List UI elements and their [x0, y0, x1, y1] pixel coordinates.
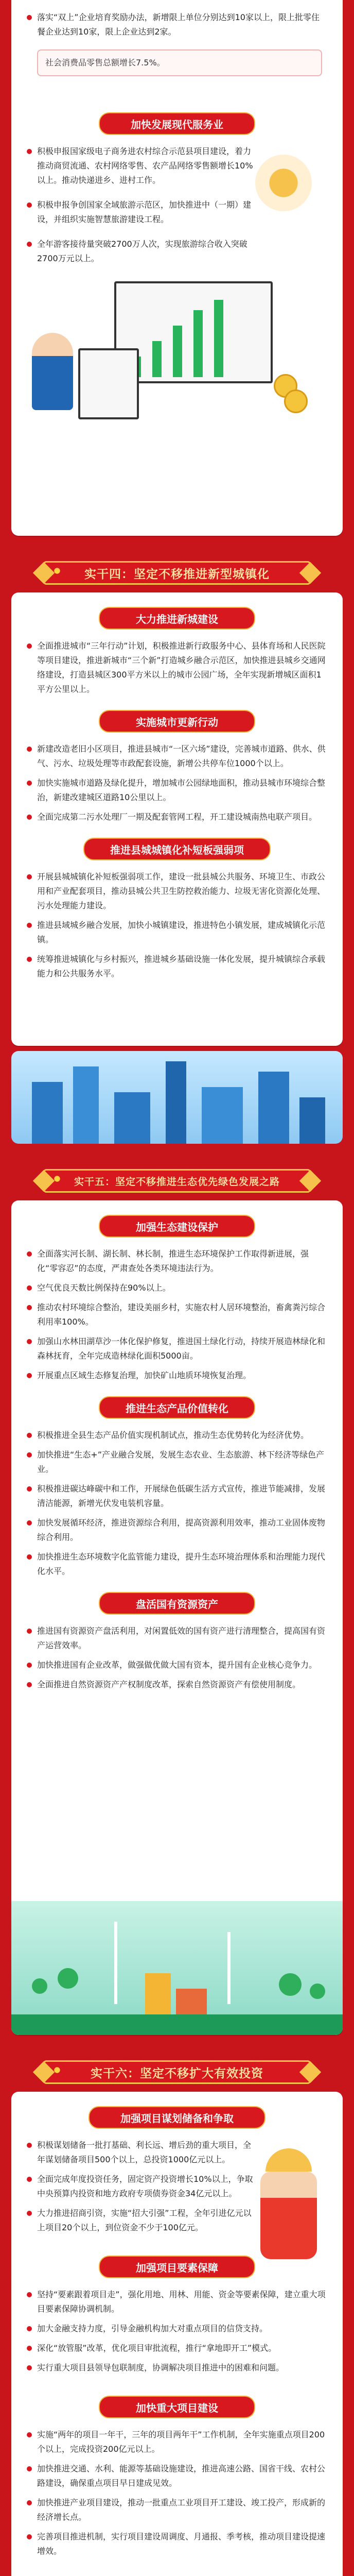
section4-block3-text-3: 统筹推进城镇化与乡村振兴，推进城乡基础设施一体化发展，提升城镇综合承载能力和公共服务水平。	[27, 952, 327, 981]
ground	[11, 2014, 343, 2035]
tree-icon	[279, 1973, 302, 1996]
services-text-1: 积极申报国家级电子商务进农村综合示范县项目建设，着力推动商贸流通、农村网络零售、农产品网络零售额增长10%以上。推动快递进乡、进村工作。	[27, 144, 253, 188]
section6-block3-item: 加快推进交通、水利、能源等基础设施建设，推进高速公路、国省干线、农村公路建设，确保重点项目早日建成见效。	[27, 2462, 327, 2490]
section6-block3-item: 实施“两年的项目一年干，三年的项目两年干”工作机制，全年实施重点项目200个以上，完成投资200亿元以上。	[27, 2428, 327, 2456]
flag-icon	[50, 2063, 64, 2077]
building-icon	[73, 1066, 99, 1144]
section5-title: 实干五：坚定不移推进生态优先绿色发展之路	[74, 1176, 280, 1188]
section4-ribbon	[43, 561, 311, 585]
hardhat-icon	[266, 2148, 312, 2172]
section6-block1-item: 积极谋划储备一批打基础、利长远、增后劲的重大项目，全年谋划储备项目500个以上，总投资1000亿元以上。	[27, 2138, 258, 2167]
services-text-3: 全年游客接待量突破2700万人次，实现旅游综合收入突破2700万元以上。	[27, 237, 253, 266]
section5-block3-item: 加快推进国有企业改革，做强做优做大国有资本，提升国有企业核心竞争力。	[27, 1658, 327, 1672]
section6-banner	[27, 2056, 327, 2089]
tablet-icon	[78, 348, 139, 419]
coin-icon	[284, 389, 308, 413]
section6-block1-item: 全面完成年度投资任务，固定资产投资增长10%以上，争取中央预算内投资和地方政府专项债券资金34亿元以上。	[27, 2172, 258, 2201]
section5-block2-item: 加快发展循环经济，推进资源综合利用，提高资源利用效率，推动工业固体废物综合利用。	[27, 1516, 327, 1545]
section6-block3-item: 加快推进产业项目建设，推动一批重点工业项目开工建设、竣工投产，形成新的经济增长点。	[27, 2496, 327, 2524]
building-icon	[202, 1087, 243, 1144]
flag-icon	[50, 564, 64, 578]
section6-block3-item: 完善项目推进机制，实行项目建设周调度、月通报、季考核，推动项目建设提速增效。	[27, 2530, 327, 2558]
section5-block1-title: 加强生态建设保护	[99, 1215, 255, 1238]
bar-icon	[214, 300, 223, 377]
flag-icon	[50, 1172, 64, 1185]
section4-block3-text-1: 开展县城城镇化补短板强弱项工作，建设一批县城公共服务、环境卫生、市政公用和产业配套项目，推动县城公共卫生防控救治能力、垃圾无害化资源化处理、污水处理能力建设。	[27, 870, 327, 913]
person-icon	[32, 333, 73, 410]
services-card	[11, 98, 343, 536]
section4-block2-text-1: 新建改造老旧小区项目，推进县城市“一区六场”建设，完善城市道路、供水、供气、污水、垃圾处理等市政配套设施，新增公共停车位1000个以上。	[27, 742, 327, 771]
building-icon	[299, 1097, 325, 1144]
section4-banner	[27, 556, 327, 589]
section4-title: 实干四：坚定不移推进新型城镇化	[84, 567, 270, 581]
tree-icon	[58, 1968, 78, 1989]
section5-block2-item: 积极推进碳达峰碳中和工作，开展绿色低碳生活方式宣传，推进节能减排，发展清洁能源，新增光伏发电装机容量。	[27, 1482, 327, 1511]
intro-text-2: 社会消费品零售总额增长7.5%。	[45, 58, 165, 67]
section5-block2-item: 积极推进全县生态产品价值实现机制试点，推动生态优势转化为经济优势。	[27, 1428, 327, 1443]
section6-title: 实干六：坚定不移扩大有效投资	[91, 2066, 263, 2080]
sun-umbrella-icon	[255, 155, 312, 211]
section5-block1-item: 空气优良天数比例保持在90%以上。	[27, 1281, 327, 1295]
section6-block2-item: 实行重大项目县领导包联制度，协调解决项目推进中的困难和问题。	[27, 2361, 327, 2375]
section5-block1-item: 全面落实河长制、湖长制、林长制，推进生态环境保护工作取得新进展，强化“零容忍”的态度，严肃查处各类环境违法行为。	[27, 1247, 327, 1276]
section4-block1-title: 大力推进新城建设	[99, 607, 255, 630]
worker-icon	[260, 2172, 317, 2259]
section4-block1-text: 全面推进城市“三年行动”计划，积极推进新行政服务中心、县体育场和人民医院等项目建设，推进新城市“三个新”打造城乡融合示范区，加快推进县城乡交通网络建设，打造县城区300平方米以上的城市公园广场，全年实现新增城区面积1平方公里以上。	[27, 639, 327, 697]
bar-icon	[173, 326, 182, 377]
section6-block2-title: 加强项目要素保障	[99, 2256, 255, 2278]
section6-block2-item: 坚持“要素跟着项目走”，强化用地、用林、用能、资金等要素保障，建立重大项目要素保障协调机制。	[27, 2287, 327, 2316]
section6-card	[11, 2092, 343, 2576]
section5-block3-item: 推进国有资源资产盘活利用，对闲置低效的国有资产进行清理整合，提高国有资产运营效率。	[27, 1624, 327, 1653]
section6-block1-item: 大力推进招商引资，实施“招大引强”工程，全年引进亿元以上项目20个以上，到位资金不少于100亿元。	[27, 2206, 258, 2235]
building-icon	[258, 1072, 289, 1144]
bar-icon	[193, 310, 203, 377]
section5-block1-item: 推动农村环境综合整治，建设美丽乡村，实施农村人居环境整治，畜禽粪污综合利用率100%。	[27, 1300, 327, 1329]
intro-text-1: 落实“双上”企业培育奖励办法，新增限上单位分别达到10家以上，限上批零住餐企业达到10家，限上企业达到2家。	[27, 10, 327, 39]
section6-ribbon	[43, 2060, 311, 2084]
section5-eco-illustration	[11, 1901, 343, 2035]
tree-icon	[32, 1978, 47, 1994]
section6-worker-illustration	[250, 2148, 327, 2262]
section4-card	[11, 592, 343, 1046]
section6-block2-item: 加大金融支持力度，引导金融机构加大对重点项目的信贷支持。	[27, 2321, 327, 2336]
section4-block3-text-2: 推进县域城乡融合发展，加快小城镇建设，推进特色小镇发展，建成城镇化示范镇。	[27, 918, 327, 947]
wind-turbine-icon	[227, 1932, 231, 2004]
section5-block2-item: 加快推进“生态+”产业融合发展，发展生态农业、生态旅游、林下经济等绿色产业。	[27, 1448, 327, 1477]
section5-card	[11, 1200, 343, 2035]
section5-block3-title: 盘活国有资源资产	[99, 1592, 255, 1615]
section5-block2-title: 推进生态产品价值转化	[99, 1396, 255, 1419]
section5-banner	[27, 1164, 327, 1197]
section5-block1-item: 加强山水林田湖草沙一体化保护修复，推进国土绿化行动，持续开展造林绿化和森林抚育，全年完成造林绿化面积5000亩。	[27, 1334, 327, 1363]
section5-ribbon	[43, 1169, 311, 1193]
tree-icon	[310, 1984, 325, 1999]
services-illustration	[27, 271, 327, 426]
section5-block2-item: 加快推进生态环境数字化监管能力建设，提升生态环境治理体系和治理能力现代化水平。	[27, 1550, 327, 1579]
services-text-2: 积极申报争创国家全域旅游示范区，加快推进中（一期）建设，并组织实施智慧旅游建设工程。	[27, 198, 253, 227]
section4-city-illustration	[11, 1051, 343, 1144]
bar-icon	[152, 341, 162, 377]
section4-block2-text-3: 全面完成第二污水处理厂一期及配套管网工程，开工建设城南热电联产项目。	[27, 810, 327, 824]
building-icon	[32, 1082, 63, 1144]
building-icon	[166, 1061, 186, 1144]
section4-block3-title: 推进县城城镇化补短板强弱项	[83, 838, 271, 860]
wind-turbine-icon	[114, 1922, 117, 2004]
section6-block3-title: 加快重大项目建设	[99, 2396, 255, 2418]
intro-highlight-box	[37, 49, 322, 76]
section6-block1-title: 加强项目谋划储备和争取	[88, 2106, 266, 2129]
section4-block2-text-2: 加快实施城市道路及绿化提升，增加城市公园绿地面积，推动县城市环境综合整治，新建改建城区道路10公里以上。	[27, 776, 327, 805]
section4-block2-title: 实施城市更新行动	[99, 710, 255, 733]
building-icon	[114, 1092, 150, 1144]
section6-block2-item: 深化“放管服”改革，优化项目审批流程，推行“拿地即开工”模式。	[27, 2341, 327, 2355]
services-title: 加快发展现代服务业	[99, 112, 255, 135]
section5-block1-item: 开展重点区域生态修复治理，加快矿山地质环境恢复治理。	[27, 1368, 327, 1383]
section5-block3-item: 全面推进自然资源资产产权制度改革，探索自然资源资产有偿使用制度。	[27, 1677, 327, 1692]
